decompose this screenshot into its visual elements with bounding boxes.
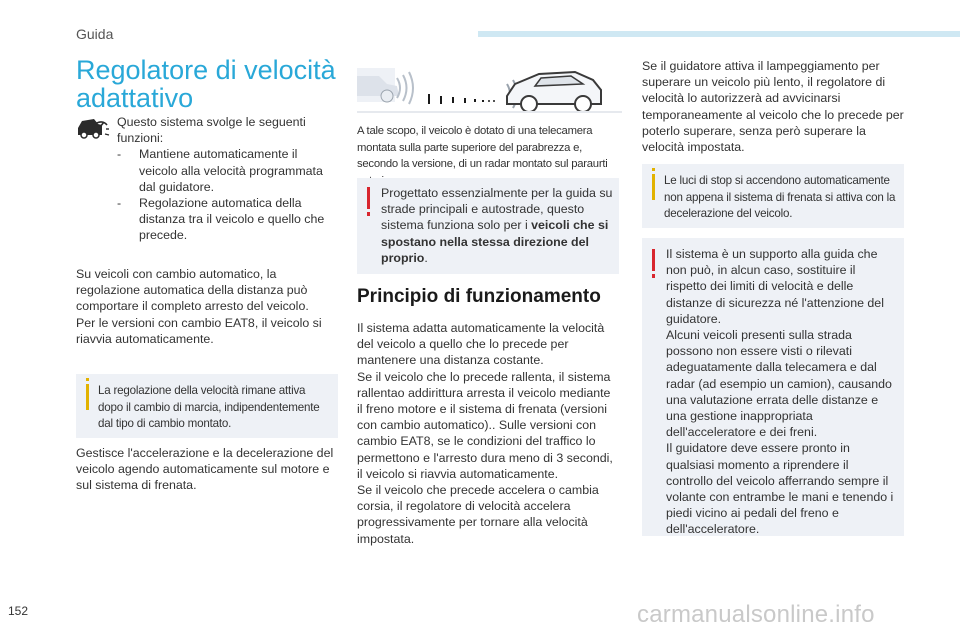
warning-text-bold: veicoli che si spostano nella stessa direzione del proprio	[381, 218, 609, 265]
paragraph-line: Per le versioni con cambio EAT8, il veicolo si riavvia automaticamente.	[76, 315, 322, 346]
list-dash: -	[117, 147, 122, 162]
warning-text-pre: Progettato essenzialmente per la guida su strade principali e autostrade, questo sistema funziona solo per i	[381, 186, 613, 233]
paragraph-overtaking: Se il guidatore attiva il lampeggiamento per superare un veicolo più lento, il regolatore di velocità lo autorizzerà ad avvicinarsi temporaneamente al veicolo che lo precede per poterlo superare, senza però superare la velocità impostata.	[642, 59, 904, 155]
warning-exclamation-icon	[652, 249, 655, 271]
function-list	[117, 146, 332, 243]
paragraph-line: Alcuni veicoli presenti sulla strada possono non essere visti o rilevati adeguatamente dalla telecamera e dal radar (ad esempio un camion), causando una valutazione errata delle distanze e una gestione inappropriata dell'acceleratore e dei freni.	[666, 328, 892, 440]
watermark: carmanualsonline.info	[637, 601, 875, 628]
info-icon	[652, 174, 655, 200]
paragraph-line: Se il veicolo che lo precede rallenta, il sistema rallentao addirittura arresta il veicolo mediante il freno motore e il sistema di frenata (versioni con cambio automatico).. Sulle versioni con cambio EAT8, se le condizioni del traffico lo permettono e l'arresto dura meno di 3 secondi, il veicolo si riavvia automaticamente.	[357, 369, 613, 481]
paragraph-line: Su veicoli con cambio automatico, la regolazione automatica della distanza può comportare il completo arresto del veicolo.	[76, 267, 309, 314]
paragraph-management: Gestisce l'accelerazione e la decelerazione del veicolo agendo automaticamente sul motore e sul sistema di frenata.	[76, 446, 334, 493]
list-item	[117, 146, 332, 195]
page-title-line2: adattativo	[76, 83, 194, 113]
paragraph-line: Il guidatore deve essere pronto in qualsiasi momento a riprendere il controllo del veicolo afferrando sempre il volante con entrambe le mani e tenendo i piedi vicino ai pedali del freno e dell'acceleratore.	[666, 441, 894, 537]
warning-box	[357, 178, 619, 274]
page-title-line1: Regolatore di velocità	[76, 55, 336, 85]
car-speed-regulator-icon	[76, 113, 110, 143]
list-item	[117, 195, 332, 244]
info-text: La regolazione della velocità rimane attiva dopo il cambio di marcia, indipendentemente dal tipo di cambio montato.	[98, 384, 320, 430]
paragraph-line: Se il veicolo che precede accelera o cambia corsia, il regolatore di velocità accelera progressivamente per tornare alla velocità impostata.	[357, 483, 599, 546]
paragraph-principle	[357, 320, 619, 547]
paragraph-line: Il sistema è un supporto alla guida che non può, in alcun caso, sostituire il rispetto dei limiti di velocità e delle distanze di sicurezza né l'attenzione del guidatore.	[666, 247, 884, 326]
page-number: 152	[8, 604, 29, 618]
section-title: Principio di funzionamento	[357, 286, 601, 307]
list-item-text: Regolazione automatica della distanza tra il veicolo e quello che precede.	[139, 196, 325, 243]
info-icon	[86, 384, 89, 410]
paragraph-line: Il sistema adatta automaticamente la velocità del veicolo a quello che lo precede per mantenere una distanza costante.	[357, 321, 605, 368]
warning-text-post: .	[424, 250, 428, 265]
intro-text: Questo sistema svolge le seguenti funzioni:	[117, 115, 306, 146]
info-box	[76, 374, 338, 438]
warning-text	[666, 246, 898, 538]
info-box	[642, 164, 904, 228]
paragraph-automatic	[76, 266, 334, 347]
list-dash: -	[117, 196, 122, 211]
intro-block	[117, 114, 332, 244]
list-item-text: Mantiene automaticamente il veicolo alla velocità programmata dal guidatore.	[139, 147, 323, 194]
header-bar	[478, 31, 960, 37]
warning-text	[381, 185, 613, 266]
page-title	[76, 56, 346, 112]
info-text: Le luci di stop si accendono automaticamente non appena il sistema di frenata si attiva con la decelerazione del veicolo.	[664, 174, 896, 220]
section-header: Guida	[76, 26, 114, 42]
car-radar-illustration	[357, 66, 622, 116]
warning-exclamation-icon	[367, 187, 370, 209]
warning-box	[642, 238, 904, 536]
illustration-caption: A tale scopo, il veicolo è dotato di una telecamera montata sulla parte superiore del parabrezza e, secondo la versione, di un radar montato sul paraurti	[357, 125, 608, 170]
